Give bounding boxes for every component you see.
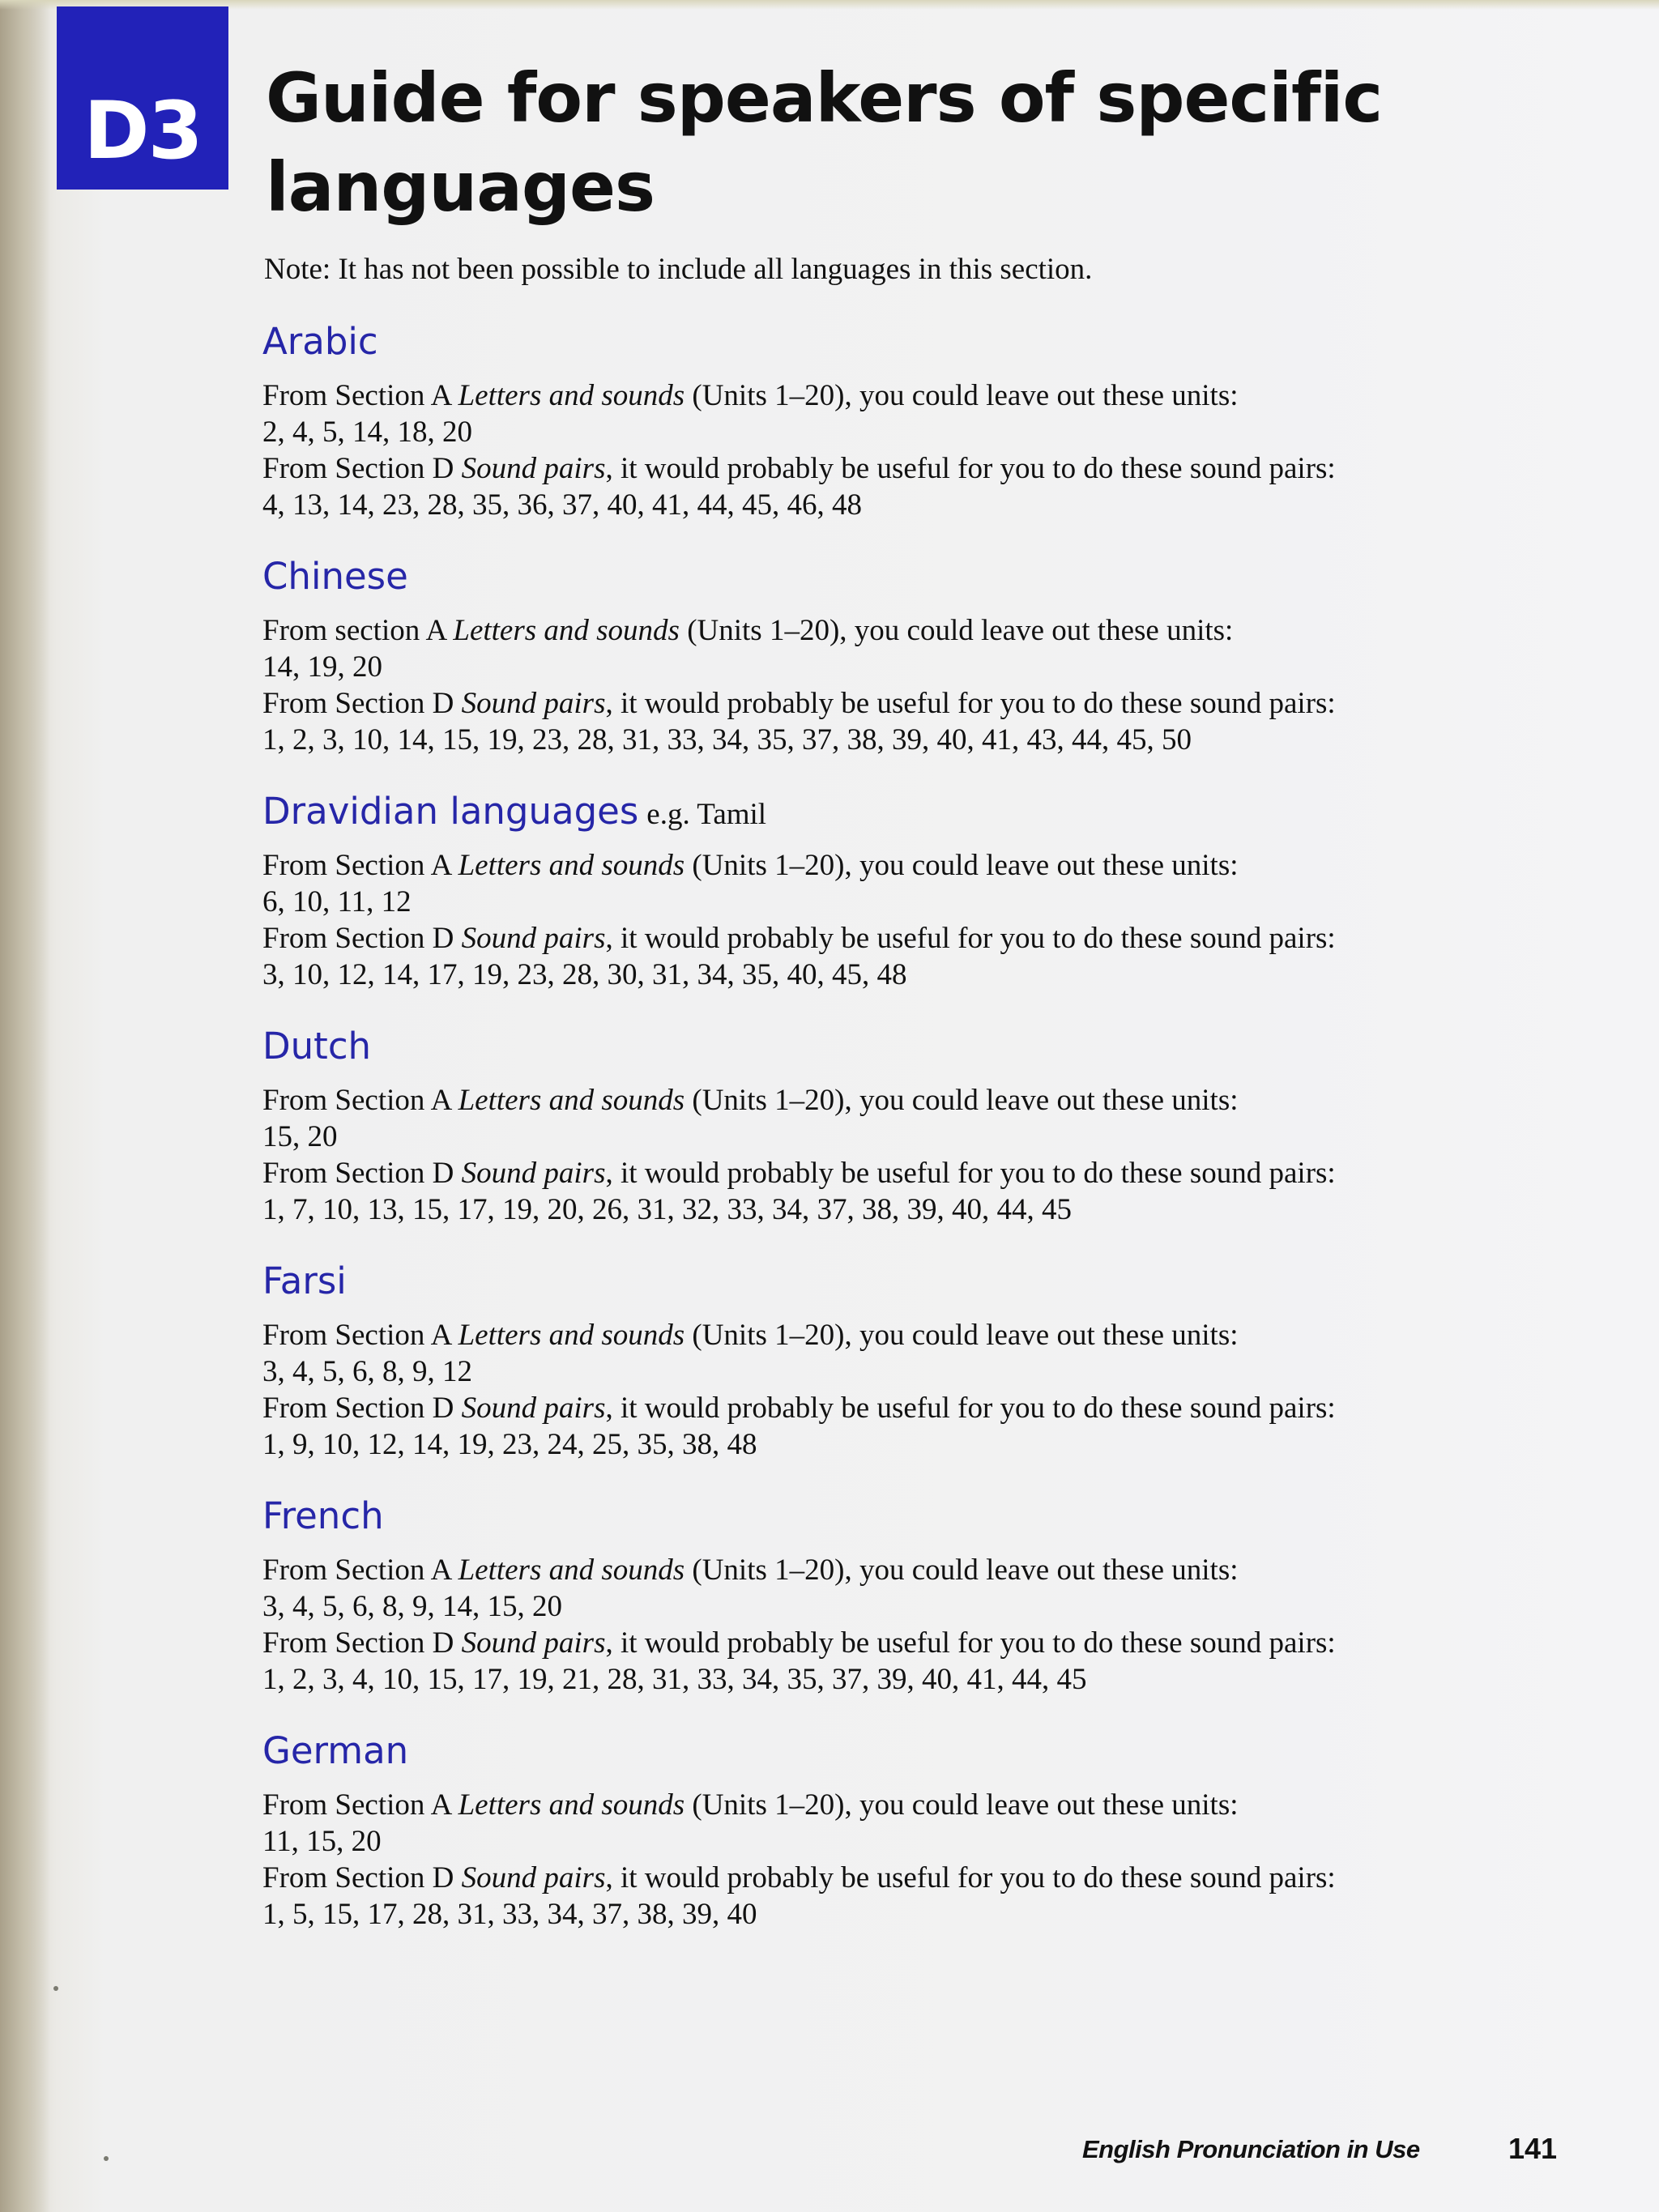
language-section-arabic — [262, 316, 1478, 523]
language-section-french — [262, 1490, 1478, 1698]
language-heading — [262, 316, 1478, 377]
intro-note: Note: It has not been possible to include all languages in this section. — [264, 253, 1093, 286]
section-d-instruction: From Section D Sound pairs, it would probably be useful for you to do these sound pairs: — [262, 1861, 1336, 1894]
section-d-instruction: From Section D Sound pairs, it would probably be useful for you to do these sound pairs: — [262, 1392, 1336, 1425]
page-title — [266, 53, 1400, 232]
paper-speck — [104, 2156, 109, 2161]
language-name: Dravidian languages — [262, 790, 639, 833]
page-title-line-2: languages — [266, 147, 655, 227]
section-a-instruction: From Section A Letters and sounds (Units 1–20), you could leave out these units: — [262, 1319, 1239, 1352]
sound-pairs-to-do: 1, 9, 10, 12, 14, 19, 23, 24, 25, 35, 38, 48 — [262, 1428, 757, 1461]
sound-pairs-to-do: 1, 5, 15, 17, 28, 31, 33, 34, 37, 38, 39, 40 — [262, 1898, 757, 1931]
section-d-instruction: From Section D Sound pairs, it would probably be useful for you to do these sound pairs: — [262, 452, 1336, 485]
units-to-leave-out: 14, 19, 20 — [262, 650, 382, 684]
language-section-dravidian — [262, 786, 1478, 993]
language-name: Chinese — [262, 555, 408, 598]
language-name: Arabic — [262, 320, 378, 363]
sound-pairs-to-do: 3, 10, 12, 14, 17, 19, 23, 28, 30, 31, 34, 35, 40, 45, 48 — [262, 958, 907, 991]
language-name: French — [262, 1494, 384, 1537]
language-name: Dutch — [262, 1025, 372, 1068]
book-spine-shadow — [0, 0, 50, 2212]
language-name: German — [262, 1729, 409, 1772]
section-a-instruction: From Section A Letters and sounds (Units 1–20), you could leave out these units: — [262, 379, 1239, 412]
section-d-instruction: From Section D Sound pairs, it would probably be useful for you to do these sound pairs: — [262, 687, 1336, 720]
page-top-edge — [0, 0, 1659, 10]
language-heading — [262, 1725, 1478, 1787]
language-heading — [262, 551, 1478, 612]
language-example: e.g. Tamil — [646, 798, 767, 831]
language-heading — [262, 786, 1478, 847]
paper-speck — [53, 1986, 58, 1991]
units-to-leave-out: 15, 20 — [262, 1120, 338, 1153]
units-to-leave-out: 6, 10, 11, 12 — [262, 885, 412, 918]
sound-pairs-to-do: 1, 2, 3, 10, 14, 15, 19, 23, 28, 31, 33, 34, 35, 37, 38, 39, 40, 41, 43, 44, 45, 50 — [262, 723, 1192, 757]
units-to-leave-out: 3, 4, 5, 6, 8, 9, 12 — [262, 1355, 472, 1388]
language-name: Farsi — [262, 1259, 347, 1302]
section-a-instruction: From Section A Letters and sounds (Units 1–20), you could leave out these units: — [262, 1788, 1239, 1822]
section-a-instruction: From Section A Letters and sounds (Units 1–20), you could leave out these units: — [262, 1084, 1239, 1117]
page-title-line-1: Guide for speakers of specific — [266, 58, 1383, 138]
language-section-german — [262, 1725, 1478, 1933]
section-badge — [57, 6, 228, 190]
section-a-instruction: From section A Letters and sounds (Units 1–20), you could leave out these units: — [262, 614, 1234, 647]
footer-book-title: English Pronunciation in Use — [1082, 2135, 1420, 2163]
units-to-leave-out: 2, 4, 5, 14, 18, 20 — [262, 416, 472, 449]
section-d-instruction: From Section D Sound pairs, it would probably be useful for you to do these sound pairs: — [262, 922, 1336, 955]
section-a-instruction: From Section A Letters and sounds (Units 1–20), you could leave out these units: — [262, 849, 1239, 882]
section-d-instruction: From Section D Sound pairs, it would probably be useful for you to do these sound pairs: — [262, 1157, 1336, 1190]
sound-pairs-to-do: 4, 13, 14, 23, 28, 35, 36, 37, 40, 41, 44, 45, 46, 48 — [262, 488, 862, 522]
language-section-dutch — [262, 1021, 1478, 1228]
footer-page-number: 141 — [1508, 2132, 1558, 2165]
language-section-farsi — [262, 1255, 1478, 1463]
sound-pairs-to-do: 1, 2, 3, 4, 10, 15, 17, 19, 21, 28, 31, 33, 34, 35, 37, 39, 40, 41, 44, 45 — [262, 1663, 1087, 1696]
section-d-instruction: From Section D Sound pairs, it would probably be useful for you to do these sound pairs: — [262, 1626, 1336, 1660]
language-section-chinese — [262, 551, 1478, 758]
units-to-leave-out: 11, 15, 20 — [262, 1825, 382, 1858]
section-a-instruction: From Section A Letters and sounds (Units 1–20), you could leave out these units: — [262, 1554, 1239, 1587]
language-heading — [262, 1490, 1478, 1552]
units-to-leave-out: 3, 4, 5, 6, 8, 9, 14, 15, 20 — [262, 1590, 562, 1623]
language-heading — [262, 1255, 1478, 1317]
sound-pairs-to-do: 1, 7, 10, 13, 15, 17, 19, 20, 26, 31, 32, 33, 34, 37, 38, 39, 40, 44, 45 — [262, 1193, 1072, 1226]
section-badge-label: D3 — [83, 85, 202, 177]
language-heading — [262, 1021, 1478, 1082]
